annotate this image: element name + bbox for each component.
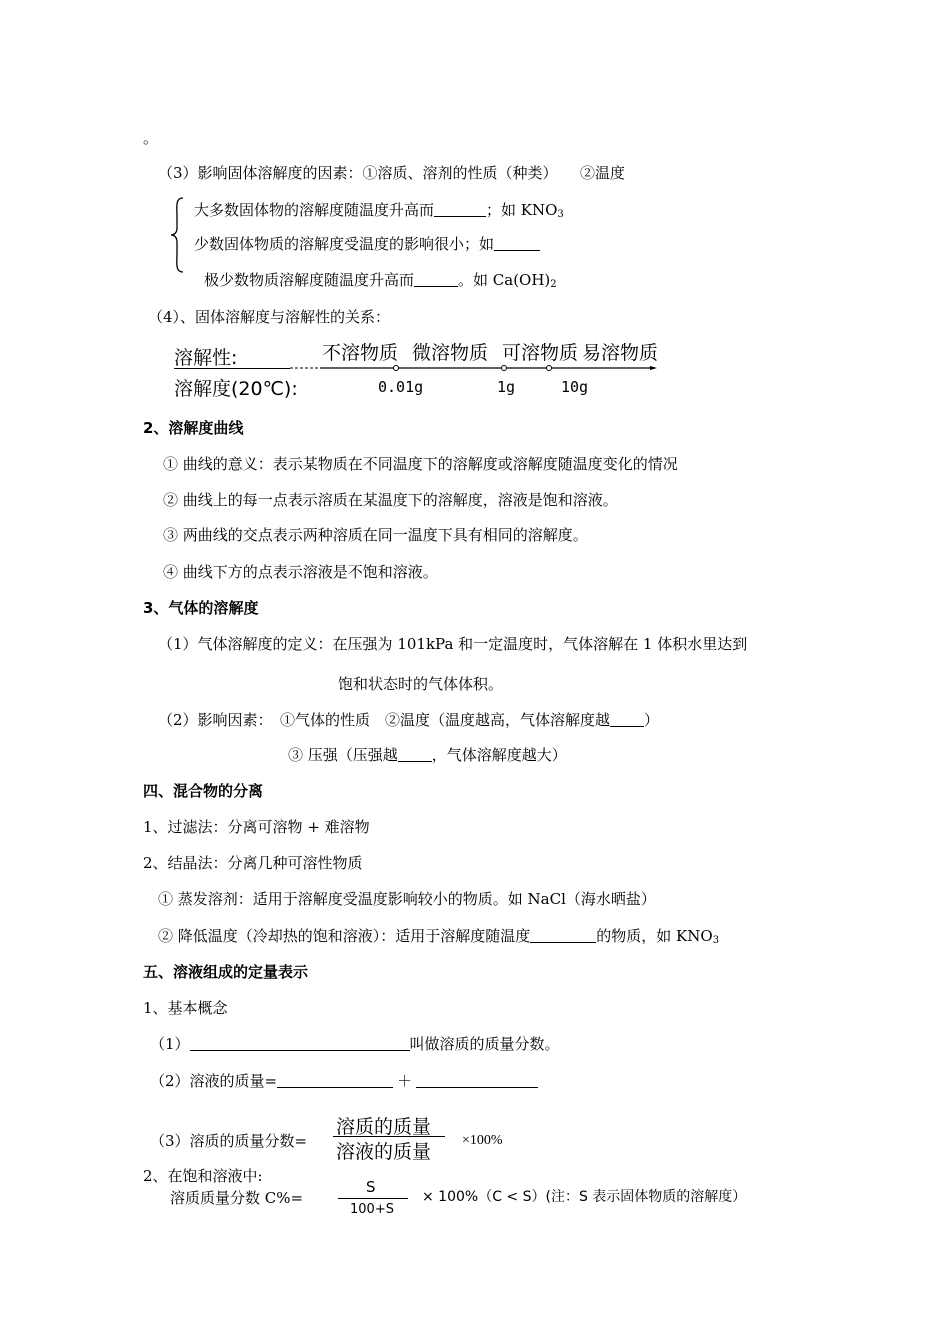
separation-filtration: 1、过滤法：分离可溶物 + 难溶物 <box>143 818 370 836</box>
fill-blank[interactable] <box>610 712 644 727</box>
basic-concepts: 1、基本概念 <box>143 999 228 1017</box>
tick-10g: 10g <box>561 378 589 396</box>
category-insoluble: 不溶物质 <box>322 342 399 364</box>
solubility-degree-label: 溶解度(20℃): <box>174 378 298 400</box>
curve-heading: 2、溶解度曲线 <box>143 419 244 437</box>
tick-1g: 1g <box>497 378 516 396</box>
concept-formula-label: （3）溶质的质量分数= <box>150 1132 308 1150</box>
category-easily-soluble: 易溶物质 <box>582 342 659 364</box>
formula-numerator: 溶质的质量 <box>336 1116 432 1138</box>
tick-0-01g: 0.01g <box>378 378 424 396</box>
saturated-label: 溶质质量分数 C%= <box>170 1189 304 1207</box>
category-soluble: 可溶物质 <box>502 342 579 364</box>
curve-item: ① 曲线的意义：表示某物质在不同温度下的溶解度或溶解度随温度变化的情况 <box>163 455 678 473</box>
fill-blank[interactable] <box>416 1073 538 1088</box>
fill-blank[interactable] <box>414 272 458 287</box>
gas-heading: 3、气体的溶解度 <box>143 599 259 617</box>
separation-heading: 四、混合物的分离 <box>143 782 264 800</box>
curve-item: ③ 两曲线的交点表示两种溶质在同一温度下具有相同的溶解度。 <box>163 526 588 544</box>
curve-item: ④ 曲线下方的点表示溶液是不饱和溶液。 <box>163 563 438 581</box>
tick-marker <box>547 366 552 371</box>
saturated-denominator: 100+S <box>350 1202 394 1217</box>
fill-blank[interactable] <box>398 747 432 762</box>
composition-heading: 五、溶液组成的定量表示 <box>143 963 309 981</box>
curve-item: ② 曲线上的每一点表示溶质在某温度下的溶解度，溶液是饱和溶液。 <box>163 491 618 509</box>
separation-cooling: ② 降低温度（冷却热的饱和溶液）：适用于溶解度随温度 的物质，如 $KNO_3$ <box>158 927 720 946</box>
gas-factor-pressure: ③ 压强（压强越 ，气体溶解度越大） <box>288 746 567 764</box>
formula-times-100: ×100% <box>462 1133 503 1148</box>
fill-blank[interactable] <box>190 1036 410 1051</box>
relation-heading: （4）、固体溶解度与溶解性的关系： <box>148 308 391 326</box>
scale-axis <box>290 360 660 374</box>
separation-evaporation: ① 蒸发溶剂：适用于溶解度受温度影响较小的物质。如 NaCl（海水晒盐） <box>158 890 656 908</box>
gas-definition: （1）气体溶解度的定义：在压强为 101kPa 和一定温度时，气体溶解在 1 体积水里达到 <box>158 635 748 653</box>
separation-crystallization: 2、结晶法：分离几种可溶性物质 <box>143 854 363 872</box>
concept-mass-fraction: （1） 叫做溶质的质量分数。 <box>150 1035 560 1053</box>
saturated-fraction-bar <box>338 1198 408 1199</box>
fill-blank[interactable] <box>434 202 486 217</box>
fill-blank[interactable] <box>494 236 540 251</box>
tick-marker <box>502 366 507 371</box>
fill-blank[interactable] <box>277 1073 393 1088</box>
saturated-heading: 2、在饱和溶液中: <box>143 1167 263 1185</box>
label-underline <box>174 368 290 369</box>
top-mark: 。 <box>143 129 159 147</box>
formula-denominator: 溶液的质量 <box>336 1141 432 1163</box>
saturated-numerator: S <box>366 1178 376 1196</box>
factors-row-3: 极少数物质溶解度随温度升高而 。如 $Ca(OH)_2$ <box>204 271 557 290</box>
tick-marker <box>394 366 399 371</box>
factors-row-2: 少数固体物质的溶解度受温度的影响很小；如 <box>194 234 540 254</box>
concept-solution-mass: （2）溶液的质量= ＋ <box>150 1071 538 1091</box>
axis-arrow <box>650 366 657 370</box>
fill-blank[interactable] <box>530 928 596 943</box>
factors-row-1: 大多数固体物的溶解度随温度升高而 ；如 $KNO_3$ <box>194 201 564 220</box>
saturated-formula-tail: × 100%（C < S）(注：S 表示固体物质的溶解度） <box>422 1189 747 1205</box>
category-slightly-soluble: 微溶物质 <box>412 342 489 364</box>
gas-factor-temperature: （2）影响因素： ①气体的性质 ②温度（温度越高，气体溶解度越 ） <box>158 711 660 729</box>
gas-definition-cont: 饱和状态时的气体体积。 <box>338 675 504 693</box>
factors-heading: （3）影响固体溶解度的因素：①溶质、溶剂的性质（种类） ②温度 <box>158 164 626 182</box>
solubility-label: 溶解性: <box>174 347 238 369</box>
brace-icon <box>170 197 184 273</box>
